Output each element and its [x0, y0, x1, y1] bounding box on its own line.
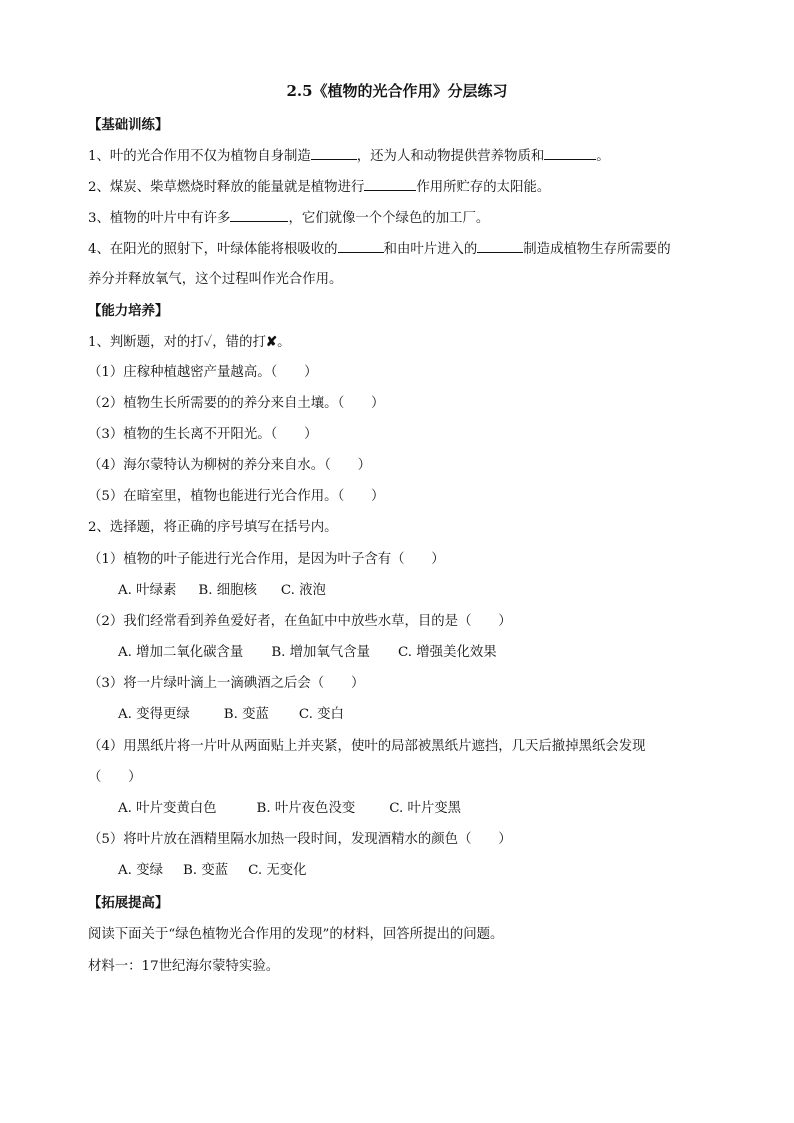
judge-item-5: （5）在暗室里，植物也能进行光合作用。（ ）	[88, 489, 385, 504]
basic-question-3	[88, 208, 489, 229]
judge-intro-text: 1、判断题，对的打	[88, 335, 204, 350]
option-c: C. 增强美化效果	[398, 645, 497, 660]
judge-item-1: （1）庄稼种植越密产量越高。（ ）	[88, 365, 318, 380]
choice-question-4-line2: （ ）	[88, 770, 142, 785]
option-b: B. 叶片夜色没变	[256, 801, 356, 816]
question-text: 1、叶的光合作用不仅为植物自身制造	[88, 149, 311, 164]
question-text: ，它们就像一个个绿色的加工厂。	[288, 211, 490, 226]
option-c: C. 变白	[298, 707, 344, 722]
answer-blank	[477, 239, 523, 253]
extension-material-1: 材料一：17世纪海尔蒙特实验。	[88, 959, 280, 974]
choice-question-2: （2）我们经常看到养鱼爱好者，在鱼缸中中放些水草，目的是（ ）	[88, 614, 512, 629]
option-c: C. 液泡	[280, 583, 326, 598]
basic-question-1	[88, 146, 610, 167]
answer-blank	[311, 146, 357, 160]
question-text: 3、植物的叶片中有许多	[88, 211, 231, 226]
choice-question-3: （3）将一片绿叶滴上一滴碘酒之后会（ ）	[88, 676, 365, 691]
choice-options-3	[118, 705, 344, 725]
choice-question-5: （5）将叶片放在酒精里隔水加热一段时间，发现酒精水的颜色（ ）	[88, 832, 512, 847]
option-b: B. 细胞核	[198, 583, 257, 598]
judge-item-3: （3）植物的生长离不开阳光。（ ）	[88, 427, 318, 442]
choice-options-4	[118, 799, 461, 819]
question-text: 制造成植物生存所需要的	[523, 242, 671, 257]
choice-options-1	[118, 581, 326, 601]
basic-question-4-line2: 养分并释放氧气，这个过程叫作光合作用。	[88, 272, 343, 287]
option-b: B. 变蓝	[182, 863, 229, 878]
choice-options-2	[118, 643, 497, 663]
question-text: 2、煤炭、柴草燃烧时释放的能量就是植物进行	[88, 180, 365, 195]
judge-intro-text: ，错的打	[212, 335, 266, 350]
option-c: C. 无变化	[248, 863, 307, 878]
choice-options-5	[118, 861, 307, 881]
answer-blank	[230, 208, 288, 222]
question-text: 。	[596, 149, 610, 164]
judge-item-2: （2）植物生长所需要的的养分来自土壤。（ ）	[88, 396, 385, 411]
option-a: A. 变得更绿	[118, 707, 190, 722]
judge-intro	[88, 332, 290, 353]
answer-blank	[338, 239, 384, 253]
choice-question-1: （1）植物的叶子能进行光合作用，是因为叶子含有（ ）	[88, 552, 445, 567]
option-c: C. 叶片变黑	[389, 801, 462, 816]
question-text: ，还为人和动物提供营养物质和	[356, 149, 545, 164]
option-a: A. 变绿	[118, 863, 163, 878]
section-heading-basic: 【基础训练】	[88, 117, 169, 133]
option-a: A. 叶片变黄白色	[118, 801, 217, 816]
question-text: 4、在阳光的照射下，叶绿体能将根吸收的	[88, 242, 338, 257]
choice-intro: 2、选择题，将正确的序号填写在括号内。	[88, 520, 338, 535]
section-heading-extension: 【拓展提高】	[88, 895, 169, 911]
option-a: A. 增加二氧化碳含量	[118, 645, 244, 660]
question-text: 作用所贮存的太阳能。	[416, 180, 551, 195]
cross-mark-icon: ✘	[265, 334, 278, 350]
extension-intro: 阅读下面关于“绿色植物光合作用的发现”的材料，回答所提出的问题。	[88, 927, 504, 942]
question-text: 和由叶片进入的	[383, 242, 478, 257]
choice-question-4: （4）用黑纸片将一片叶从两面贴上并夹紧，使叶的局部被黑纸片遮挡，几天后撤掉黑纸会发现	[88, 739, 646, 754]
check-mark-icon: ✓	[203, 335, 213, 350]
option-b: B. 变蓝	[223, 707, 269, 722]
judge-item-4: （4）海尔蒙特认为柳树的养分来自水。（ ）	[88, 458, 372, 473]
option-b: B. 增加氧气含量	[271, 645, 371, 660]
basic-question-4	[88, 239, 671, 260]
page-title: 2.5《植物的光合作用》分层练习	[286, 82, 508, 100]
answer-blank	[364, 177, 416, 191]
answer-blank	[544, 146, 596, 160]
option-a: A. 叶绿素	[118, 583, 177, 598]
judge-intro-text: 。	[277, 335, 291, 350]
section-heading-ability: 【能力培养】	[88, 303, 169, 319]
basic-question-2	[88, 177, 550, 198]
